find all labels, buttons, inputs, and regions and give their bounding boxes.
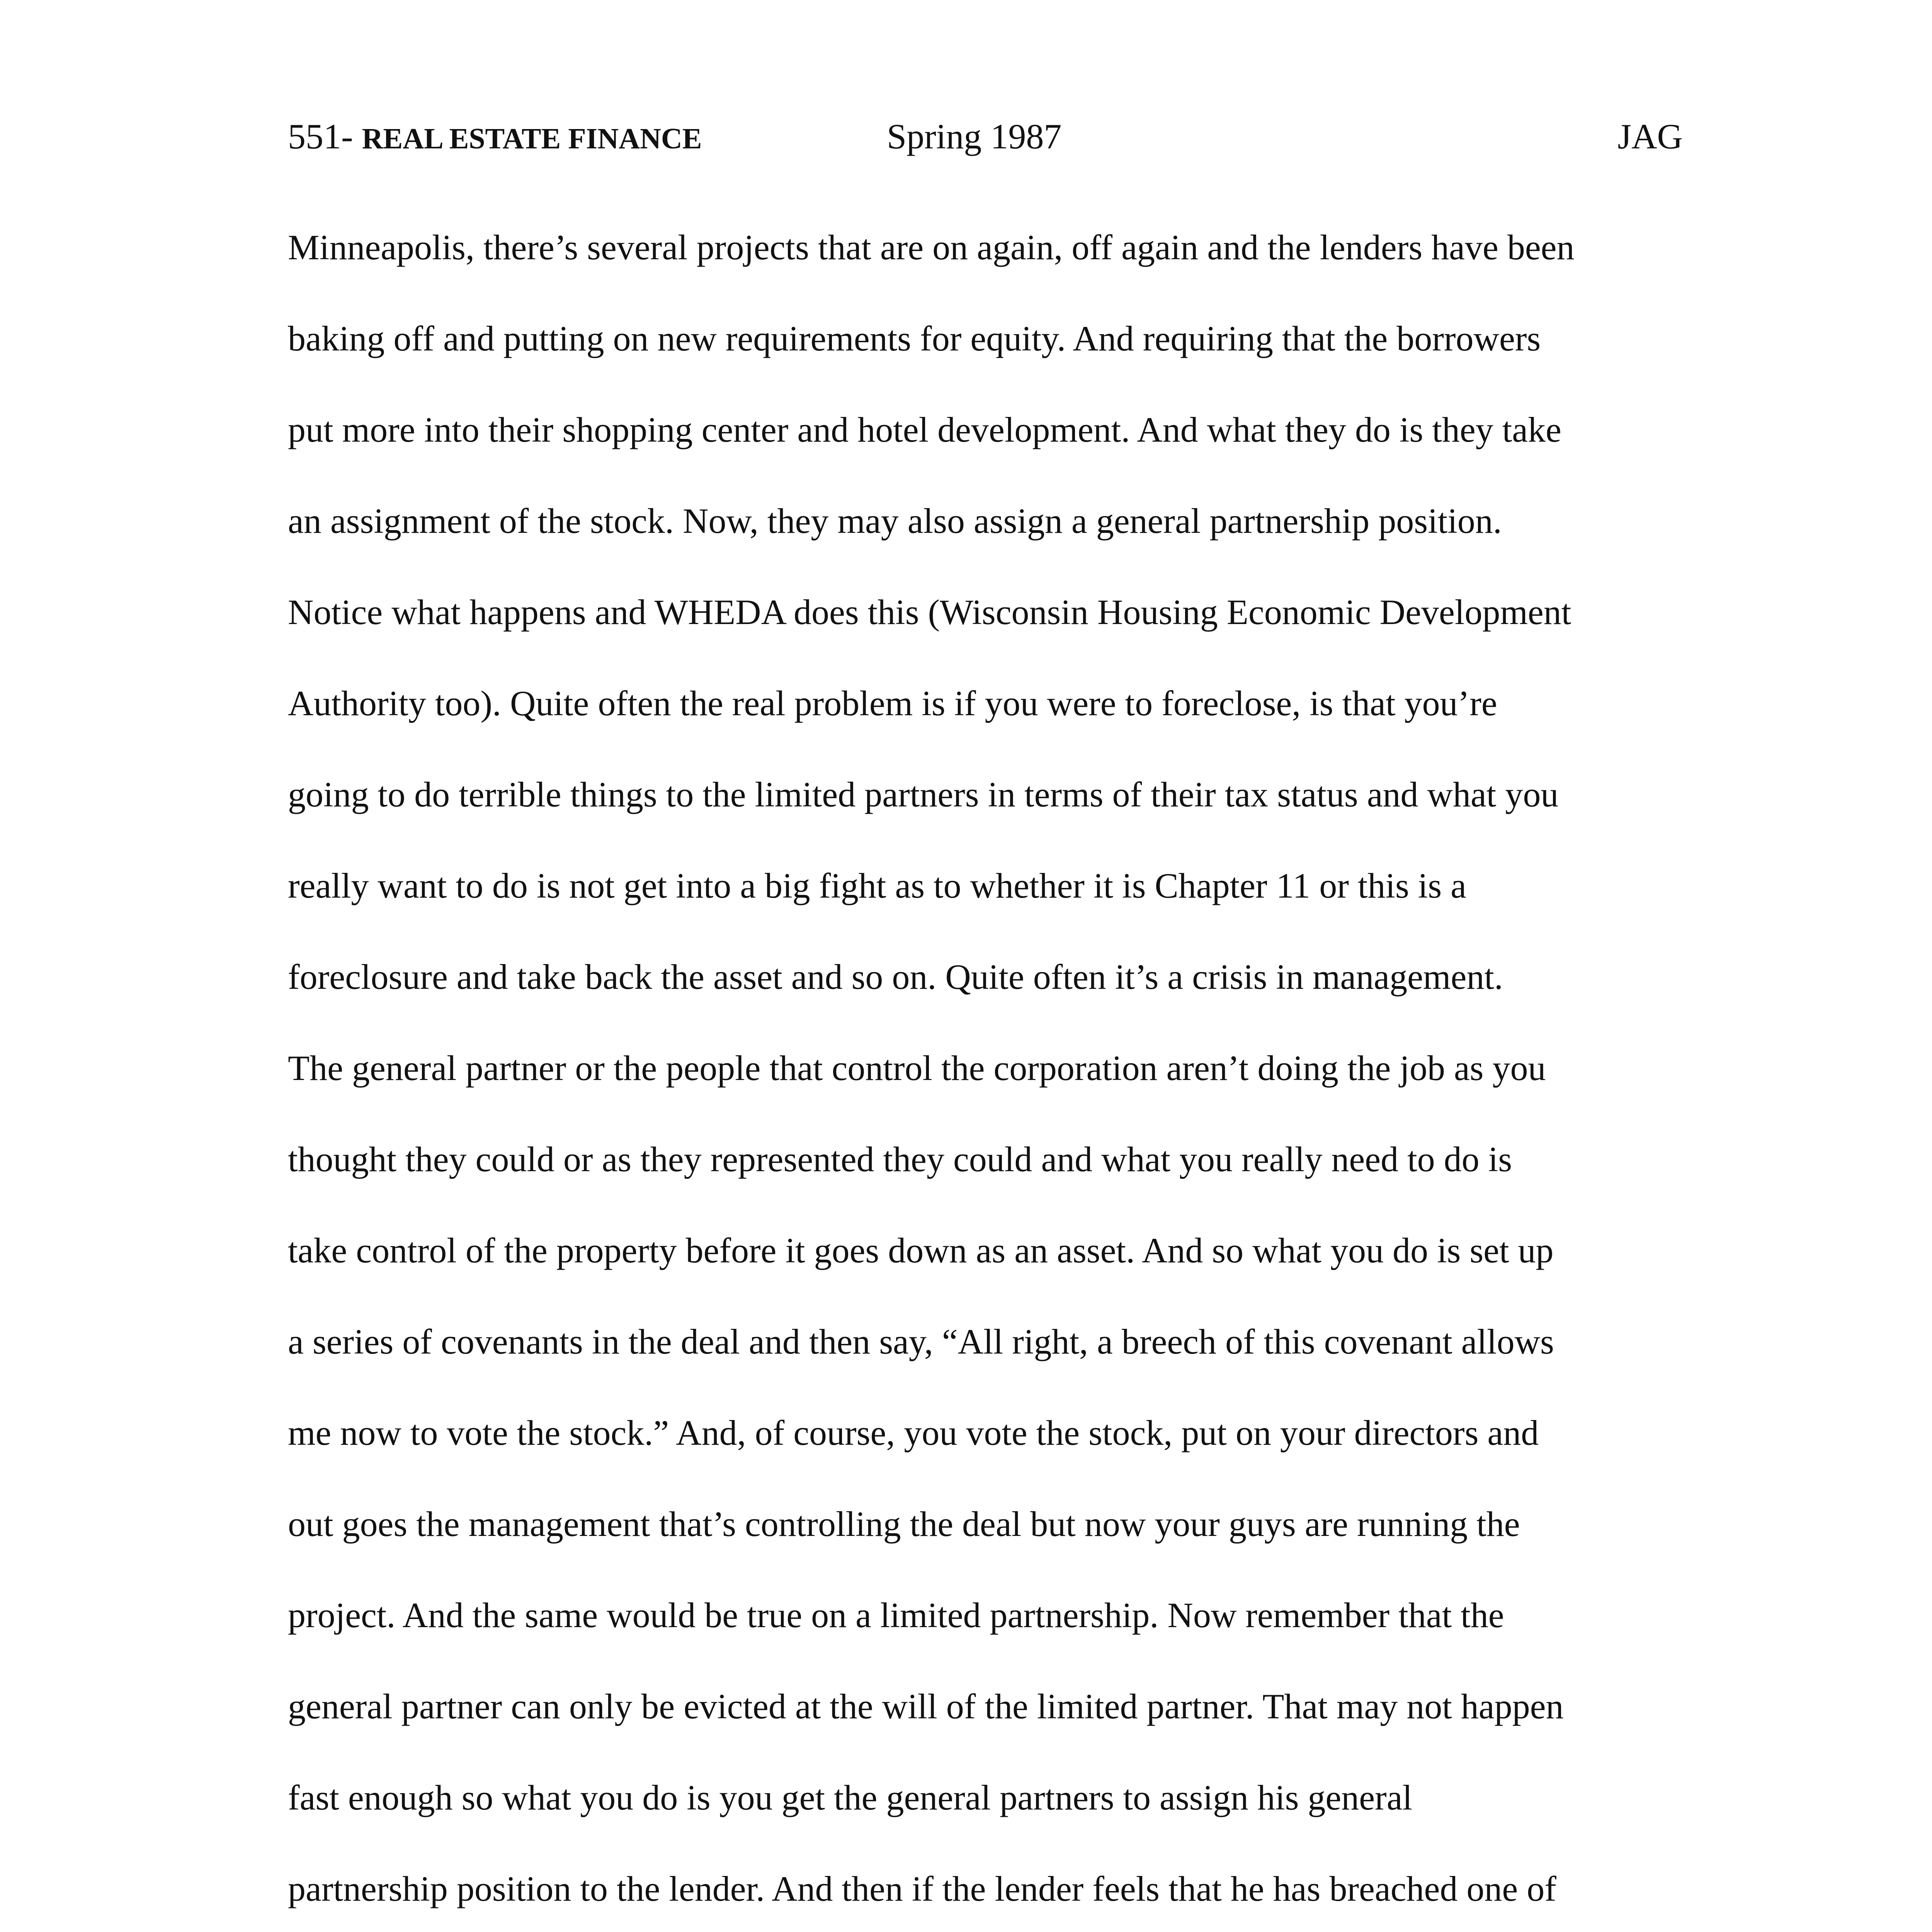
text-line: Notice what happens and WHEDA does this (Wisconsin Housing Economic Development — [288, 592, 1571, 632]
text-line: Authority too). Quite often the real problem is if you were to foreclose, is that you’re — [288, 684, 1497, 723]
text-line: Minneapolis, there’s several projects that are on again, off again and the lenders have been — [288, 228, 1575, 267]
text-line: put more into their shopping center and hotel development. And what they do is they take — [288, 410, 1561, 449]
text-line: take control of the property before it goes down as an asset. And so what you do is set up — [288, 1231, 1554, 1270]
text-line: The general partner or the people that control the corporation aren’t doing the job as you — [288, 1048, 1546, 1088]
transcript-body — [288, 216, 1683, 1932]
page-header — [288, 116, 1683, 166]
text-line: project. And the same would be true on a limited partnership. Now remember that the — [288, 1595, 1504, 1635]
text-line: foreclosure and take back the asset and so on. Quite often it’s a crisis in management. — [288, 957, 1503, 997]
text-line: baking off and putting on new requirements for equity. And requiring that the borrowers — [288, 319, 1541, 358]
text-line: me now to vote the stock.” And, of course, you vote the stock, put on your directors and — [288, 1413, 1539, 1452]
text-line: thought they could or as they represented they could and what you really need to do is — [288, 1139, 1512, 1179]
text-line: really want to do is not get into a big fight as to whether it is Chapter 11 or this is a — [288, 866, 1466, 905]
course-number: 551- — [288, 117, 362, 156]
text-line: an assignment of the stock. Now, they may also assign a general partnership position. — [288, 501, 1502, 541]
course-title: REAL ESTATE FINANCE — [362, 122, 702, 155]
course-term: Spring 1987 — [887, 117, 1062, 156]
text-line: fast enough so what you do is you get the general partners to assign his general — [288, 1778, 1413, 1817]
text-line: a series of covenants in the deal and then say, “All right, a breech of this covenant allows — [288, 1322, 1554, 1361]
text-line: out goes the management that’s controlling the deal but now your guys are running the — [288, 1504, 1520, 1544]
text-line: general partner can only be evicted at the will of the limited partner. That may not happen — [288, 1687, 1564, 1726]
text-line: going to do terrible things to the limited partners in terms of their tax status and what you — [288, 775, 1559, 814]
author-initials: JAG — [1617, 117, 1683, 156]
text-line: partnership position to the lender. And then if the lender feels that he has breached one of — [288, 1869, 1556, 1908]
course-heading — [288, 116, 702, 157]
